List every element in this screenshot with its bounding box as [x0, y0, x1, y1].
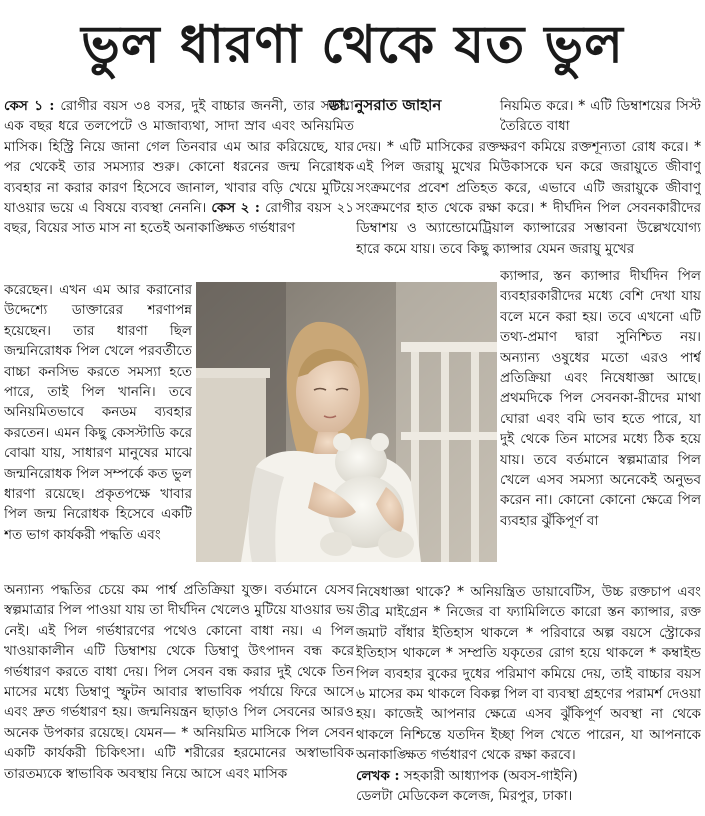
article-column-right-mid [500, 266, 701, 582]
author-institution: ডেলটা মেডিকেল কলেজ, মিরপুর, ঢাকা। [356, 788, 573, 805]
left-mid-text: করেছেন। এখন এম আর করানোর উদ্দেশ্যে ডাক্তারের শরণাপন্ন হয়েছেন। তার ধারণা ছিল জন্মনিরোধক পিল খেলে পরবর্তীতে বাচ্চা কনসিভ করতে সমস্যা হতে পারে, তাই পিল খাননি। তবে অনিয়মিতভাবে কনডম ব্যবহার করতেন। এমন কিছু কেসস্টাডি করে বোঝা যায়, সাধারণ মানুষের মাঝে জন্মনিরোধক পিল সম্পর্কে কত ভুল ধারণা রয়েছে। প্রকৃতপক্ষে খাবার পিল জন্ম নিরোধক হিসেবে একটি শত ভাগ কার্যকরী পদ্ধতি এবং [4, 282, 192, 543]
left-bottom-text: অন্যান্য পদ্ধতির চেয়ে কম পার্শ্ব প্রতিক্রিয়া যুক্ত। বর্তমানে যেসব স্বল্পমাত্রার পিল পাওয়া যায় তা দীর্ঘদিন খেলেও মুটিয়ে যাওয়ার ভয় নেই। এই পিল গর্ভধারণের পথেও কোনো বাধা নয়। এ পিল খাওয়াকালীন এটি ডিম্বাশয় থেকে ডিম্বাণু উৎপাদন বন্ধ করে গর্ভধারণ করতে বাধা দেয়। পিল সেবন বন্ধ করার দুই থেকে তিন মাসের মধ্যে ডিম্বাণু স্ফুটন আবার স্বাভাবিক পর্যায়ে ফিরে আসে এবং দ্রুত গর্ভধারণ হয়। জন্মনিয়ন্ত্রন ছাড়াও পিল সেবনের আরও অনেক উপকার রয়েছে। যেমন— * অনিয়মিত মাসিকে পিল সেবন একটি কার্যকরী চিকিৎসা। এটি শরীরের হরমোনের অস্বাভাবিক তারতম্যকে স্বাভাবিক অবস্থায় নিয়ে আসে এবং মাসিক [4, 582, 354, 782]
article-photo [196, 282, 497, 562]
mother-holding-teddy-bear-photo [196, 282, 497, 562]
article-column-left-bottom [4, 580, 354, 812]
case2-label: কেস ২ : [211, 200, 260, 217]
article-column-left-mid [4, 280, 192, 580]
article-column-left-top [4, 96, 354, 280]
author-line [356, 766, 701, 786]
right-top-first-text: নিয়মিত করে। * এটি ডিম্বাশয়ের সিস্ট তৈরিতে বাধা [500, 98, 701, 135]
right-top-rest-text: দেয়। * এটি মাসিকের রক্তক্ষরণ কমিয়ে রক্তশূন্যতা রোধ করে। * এই পিল জরায়ু মুখের মিউকাসকে ঘন করে জরায়ুতে জীবাণু সংক্রমণের প্রবেশ প্রতিহত করে, এভাবে এটি জরায়ুকে জীবাণু সংক্রমণের হাত থেকে রক্ষা করে। * দীর্ঘদিন পিল সেবনকারীদের ডিম্বাশয় ও অ্যান্ডোমেট্রিয়াল ক্যান্সারের সম্ভাবনা উল্লেখযোগ্য হারে কমে যায়। তবে কিছু ক্যান্সার যেমন জরায়ু মুখের [356, 138, 701, 257]
article-column-right-bottom [356, 582, 701, 812]
case1-text: রোগীর বয়স ৩৪ বসর, দুই বাচ্চার জননী, তার সমস্যা এক বছর ধরে তলপেটে ও মাজাব্যথা, সাদা স্রাব এবং অনিয়মিত মাসিক। হিস্ট্রি নিয়ে জানা গেল তিনবার এম আর করিয়েছে, যার পর থেকেই তার সমস্যার শুরু। কোনো ধরনের জন্ম নিরোধক ব্যবহার না করার কারণ হিসেবে জানাল, খাবার বড়ি খেয়ে মুটিয়ে যাওয়ার ভয়ে এ বিষয়ে ব্যবস্থা নেননি। [4, 98, 354, 217]
headline: ভুল ধারণা থেকে যত ভুল [81, 14, 624, 75]
author-title: সহকারী আধ্যাপক (অবস-গাইনি) [399, 767, 578, 784]
byline: ডা. নুসরাত জাহান [328, 96, 442, 114]
article-column-right-top [356, 96, 701, 266]
author-label: লেখক : [356, 767, 400, 784]
case2-text: রোগীর বয়স ২১ বছর, বিয়ের সাত মাস না হতেই অনাকাঙ্ক্ষিত গর্ভধারণ [4, 200, 354, 237]
right-mid-text: ক্যান্সার, স্তন ক্যান্সার দীর্ঘদিন পিল ব্যবহারকারীদের মধ্যে বেশি দেখা যায় বলে মনে করা হয়। তবে এখনো এটি তথ্য-প্রমাণ দ্বারা সুনিশ্চিত নয়। অন্যান্য ওষুধের মতো এরও পার্শ্ব প্রতিক্রিয়া এবং নিষেধাজ্ঞা আছে। প্রথমদিকে পিল সেবনকা-রীদের মাথা ঘোরা এবং বমি ভাব হতে পারে, যা দুই থেকে তিন মাসের মধ্যে ঠিক হয়ে যায়। তবে বর্তমানে স্বল্পমাত্রার পিল খেলে এসব সমস্যা অনেকেই অনুভব করেন না। কোনো কোনো ক্ষেত্রে পিল ব্যবহার ঝুঁকিপূর্ণ বা [500, 268, 701, 529]
right-bottom-text: নিষেধাজ্ঞা থাকে? * অনিয়ন্ত্রিত ডায়াবেটিস, উচ্চ রক্তচাপ এবং তীব্র মাইগ্রেন * নিজের বা ফ্যামিলিতে কারো স্তন ক্যান্সার, রক্ত জমাট বাঁধার ইতিহাস থাকলে * পরিবারে অল্প বয়সে স্ট্রোকের ইতিহাস থাকলে * সম্প্রতি যকৃতের রোগ হয়ে থাকলে * কম্বাইন্ড পিল ব্যবহার বুকের দুধের পরিমাণ কমিয়ে দেয়, তাই বাচ্চার বয়স ৬ মাসের কম থাকলে বিকল্প পিল বা ব্যবস্থা গ্রহণের পরামর্শ দেওয়া হয়। কাজেই আপনার ক্ষেত্রে এসব ঝুঁকিপূর্ণ অবস্থা না থেকে থাকলে নিশ্চিন্তে যতদিন ইচ্ছা পিল খেতে পারেন, যা আপনাকে অনাকাঙ্ক্ষিত গর্ভধারণ থেকে রক্ষা করবে। [356, 584, 701, 764]
case1-label: কেস ১ : [4, 98, 55, 114]
